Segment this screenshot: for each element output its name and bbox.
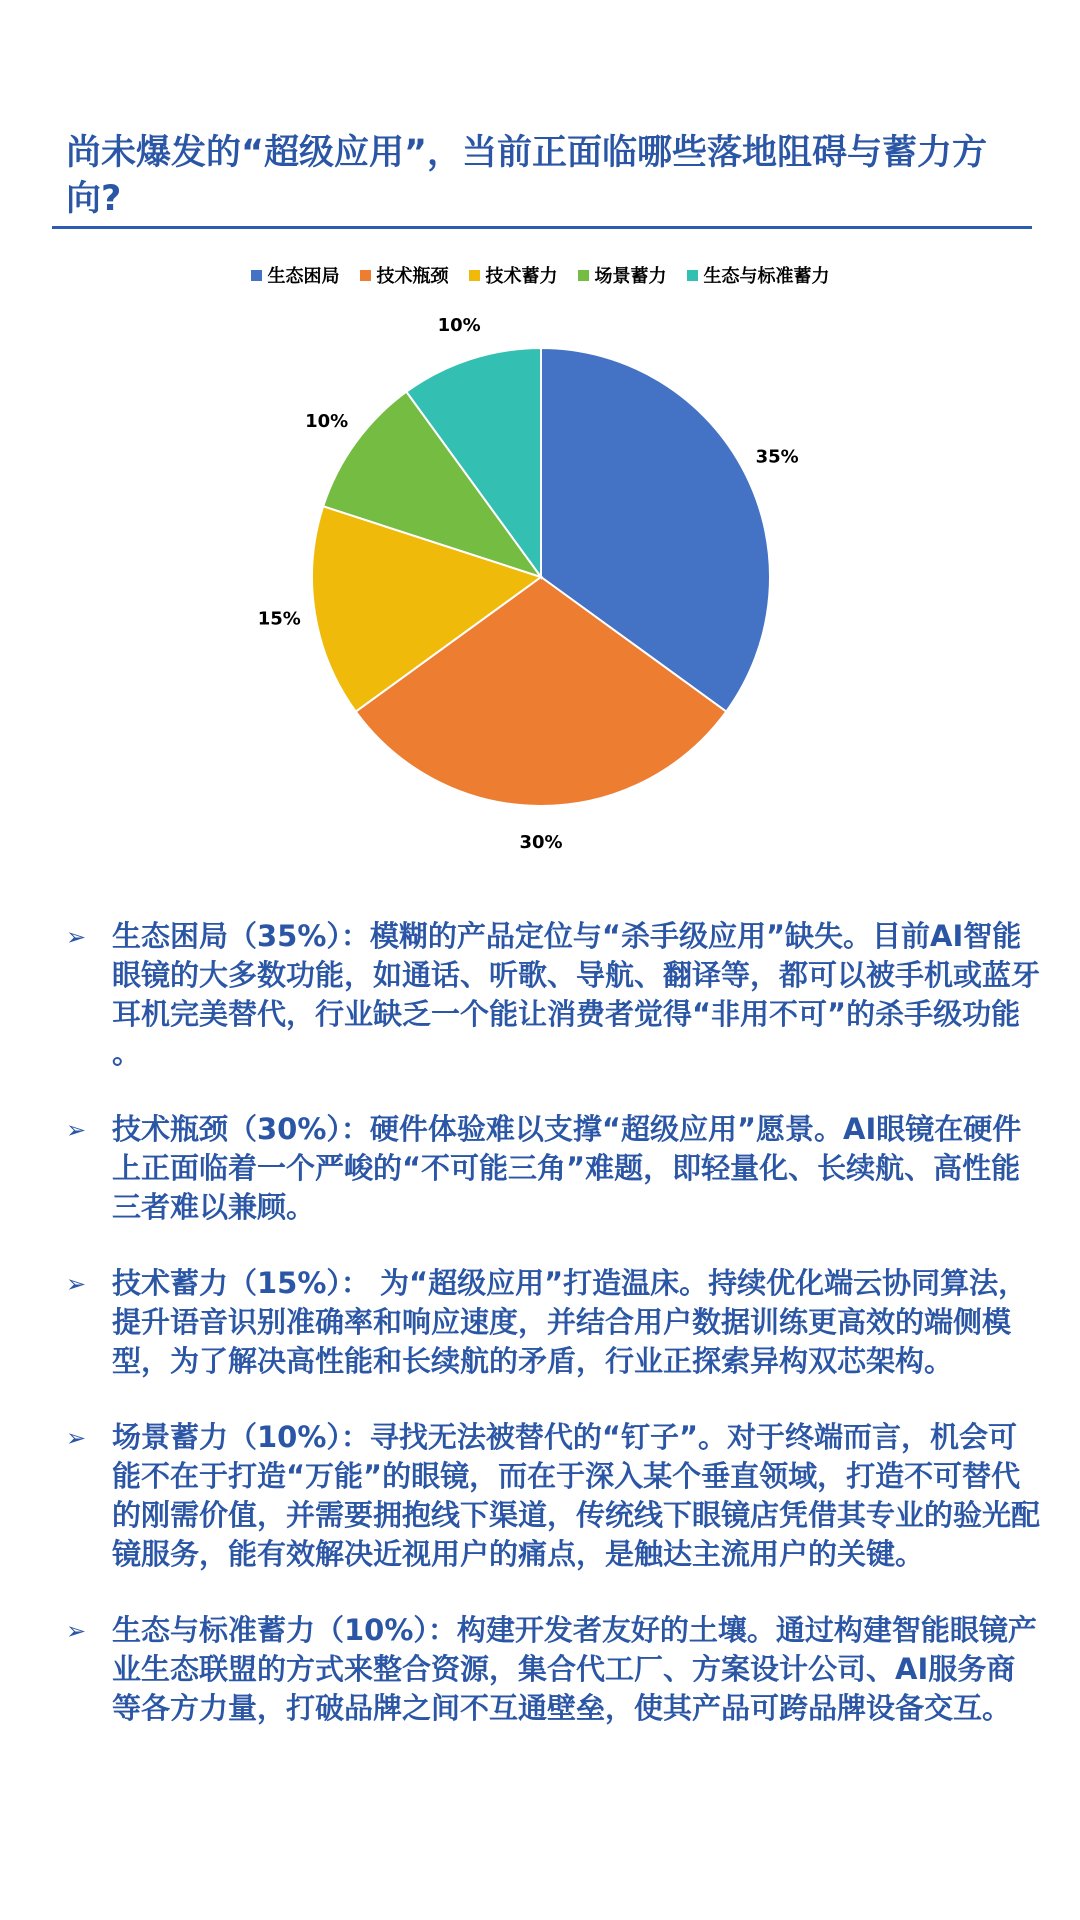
list-item <box>66 1110 1056 1227</box>
legend-label: 技术蓄力 <box>485 266 558 287</box>
legend-label: 生态与标准蓄力 <box>703 266 830 287</box>
list-item <box>66 917 1056 1073</box>
pie-data-label: 10% <box>305 411 349 433</box>
legend-item <box>360 262 449 288</box>
arrow-bullet-icon: ➢ <box>66 1424 87 1452</box>
pie-data-label: 15% <box>257 608 301 630</box>
legend-label: 生态困局 <box>267 266 340 287</box>
pie-chart <box>0 290 1080 870</box>
arrow-bullet-icon: ➢ <box>66 1116 87 1144</box>
title-underline <box>52 226 1032 229</box>
arrow-bullet-icon: ➢ <box>66 1617 87 1645</box>
pie-data-label: 10% <box>437 314 481 336</box>
pie-data-label: 35% <box>755 446 799 468</box>
legend-item <box>687 262 830 288</box>
legend-item <box>469 262 558 288</box>
legend-swatch <box>360 270 371 281</box>
bullet-text: 场景蓄力（10%）：寻找无法被替代的“钉子”。对于终端而言，机会可能不在于打造“万能”的眼镜，而在于深入某个垂直领域，打造不可替代的刚需价值，并需要拥抱线下渠道，传统线下眼镜店凭借其专业的验光配镜服务，能有效解决近视用户的痛点，是触达主流用户的关键。 <box>112 1420 1041 1571</box>
arrow-bullet-icon: ➢ <box>66 1270 87 1298</box>
bullet-list <box>66 917 1056 1765</box>
legend-label: 场景蓄力 <box>594 266 667 287</box>
bullet-text: 生态与标准蓄力（10%）：构建开发者友好的土壤。通过构建智能眼镜产业生态联盟的方式来整合资源，集合代工厂、方案设计公司、AI服务商等各方力量，打破品牌之间不互通壁垒，使其产品可跨品牌设备交互。 <box>112 1613 1037 1725</box>
bullet-text: 生态困局（35%）：模糊的产品定位与“杀手级应用”缺失。目前AI智能眼镜的大多数功能，如通话、听歌、导航、翻译等，都可以被手机或蓝牙耳机完美替代，行业缺乏一个能让消费者觉得“非用不可”的杀手级功能 。 <box>112 919 1041 1070</box>
legend-item <box>251 262 340 288</box>
arrow-bullet-icon: ➢ <box>66 923 87 951</box>
legend-item <box>578 262 667 288</box>
bullet-text: 技术蓄力（15%）： 为“超级应用”打造温床。持续优化端云协同算法，提升语音识别准确率和响应速度，并结合用户数据训练更高效的端侧模型，为了解决高性能和长续航的矛盾，行业正探索异构双芯架构。 <box>112 1266 1028 1378</box>
page-title: 尚未爆发的“超级应用”，当前正面临哪些落地阻碍与蓄力方向? <box>66 133 988 219</box>
chart-legend <box>0 262 1080 288</box>
bullet-text: 技术瓶颈（30%）：硬件体验难以支撑“超级应用”愿景。AI眼镜在硬件上正面临着一个严峻的“不可能三角”难题，即轻量化、长续航、高性能三者难以兼顾。 <box>112 1112 1022 1224</box>
legend-swatch <box>469 270 480 281</box>
pie-data-label: 30% <box>519 832 563 853</box>
legend-swatch <box>578 270 589 281</box>
list-item <box>66 1611 1056 1728</box>
legend-swatch <box>687 270 698 281</box>
list-item <box>66 1418 1056 1574</box>
legend-label: 技术瓶颈 <box>376 266 449 287</box>
legend-swatch <box>251 270 262 281</box>
list-item <box>66 1264 1056 1381</box>
